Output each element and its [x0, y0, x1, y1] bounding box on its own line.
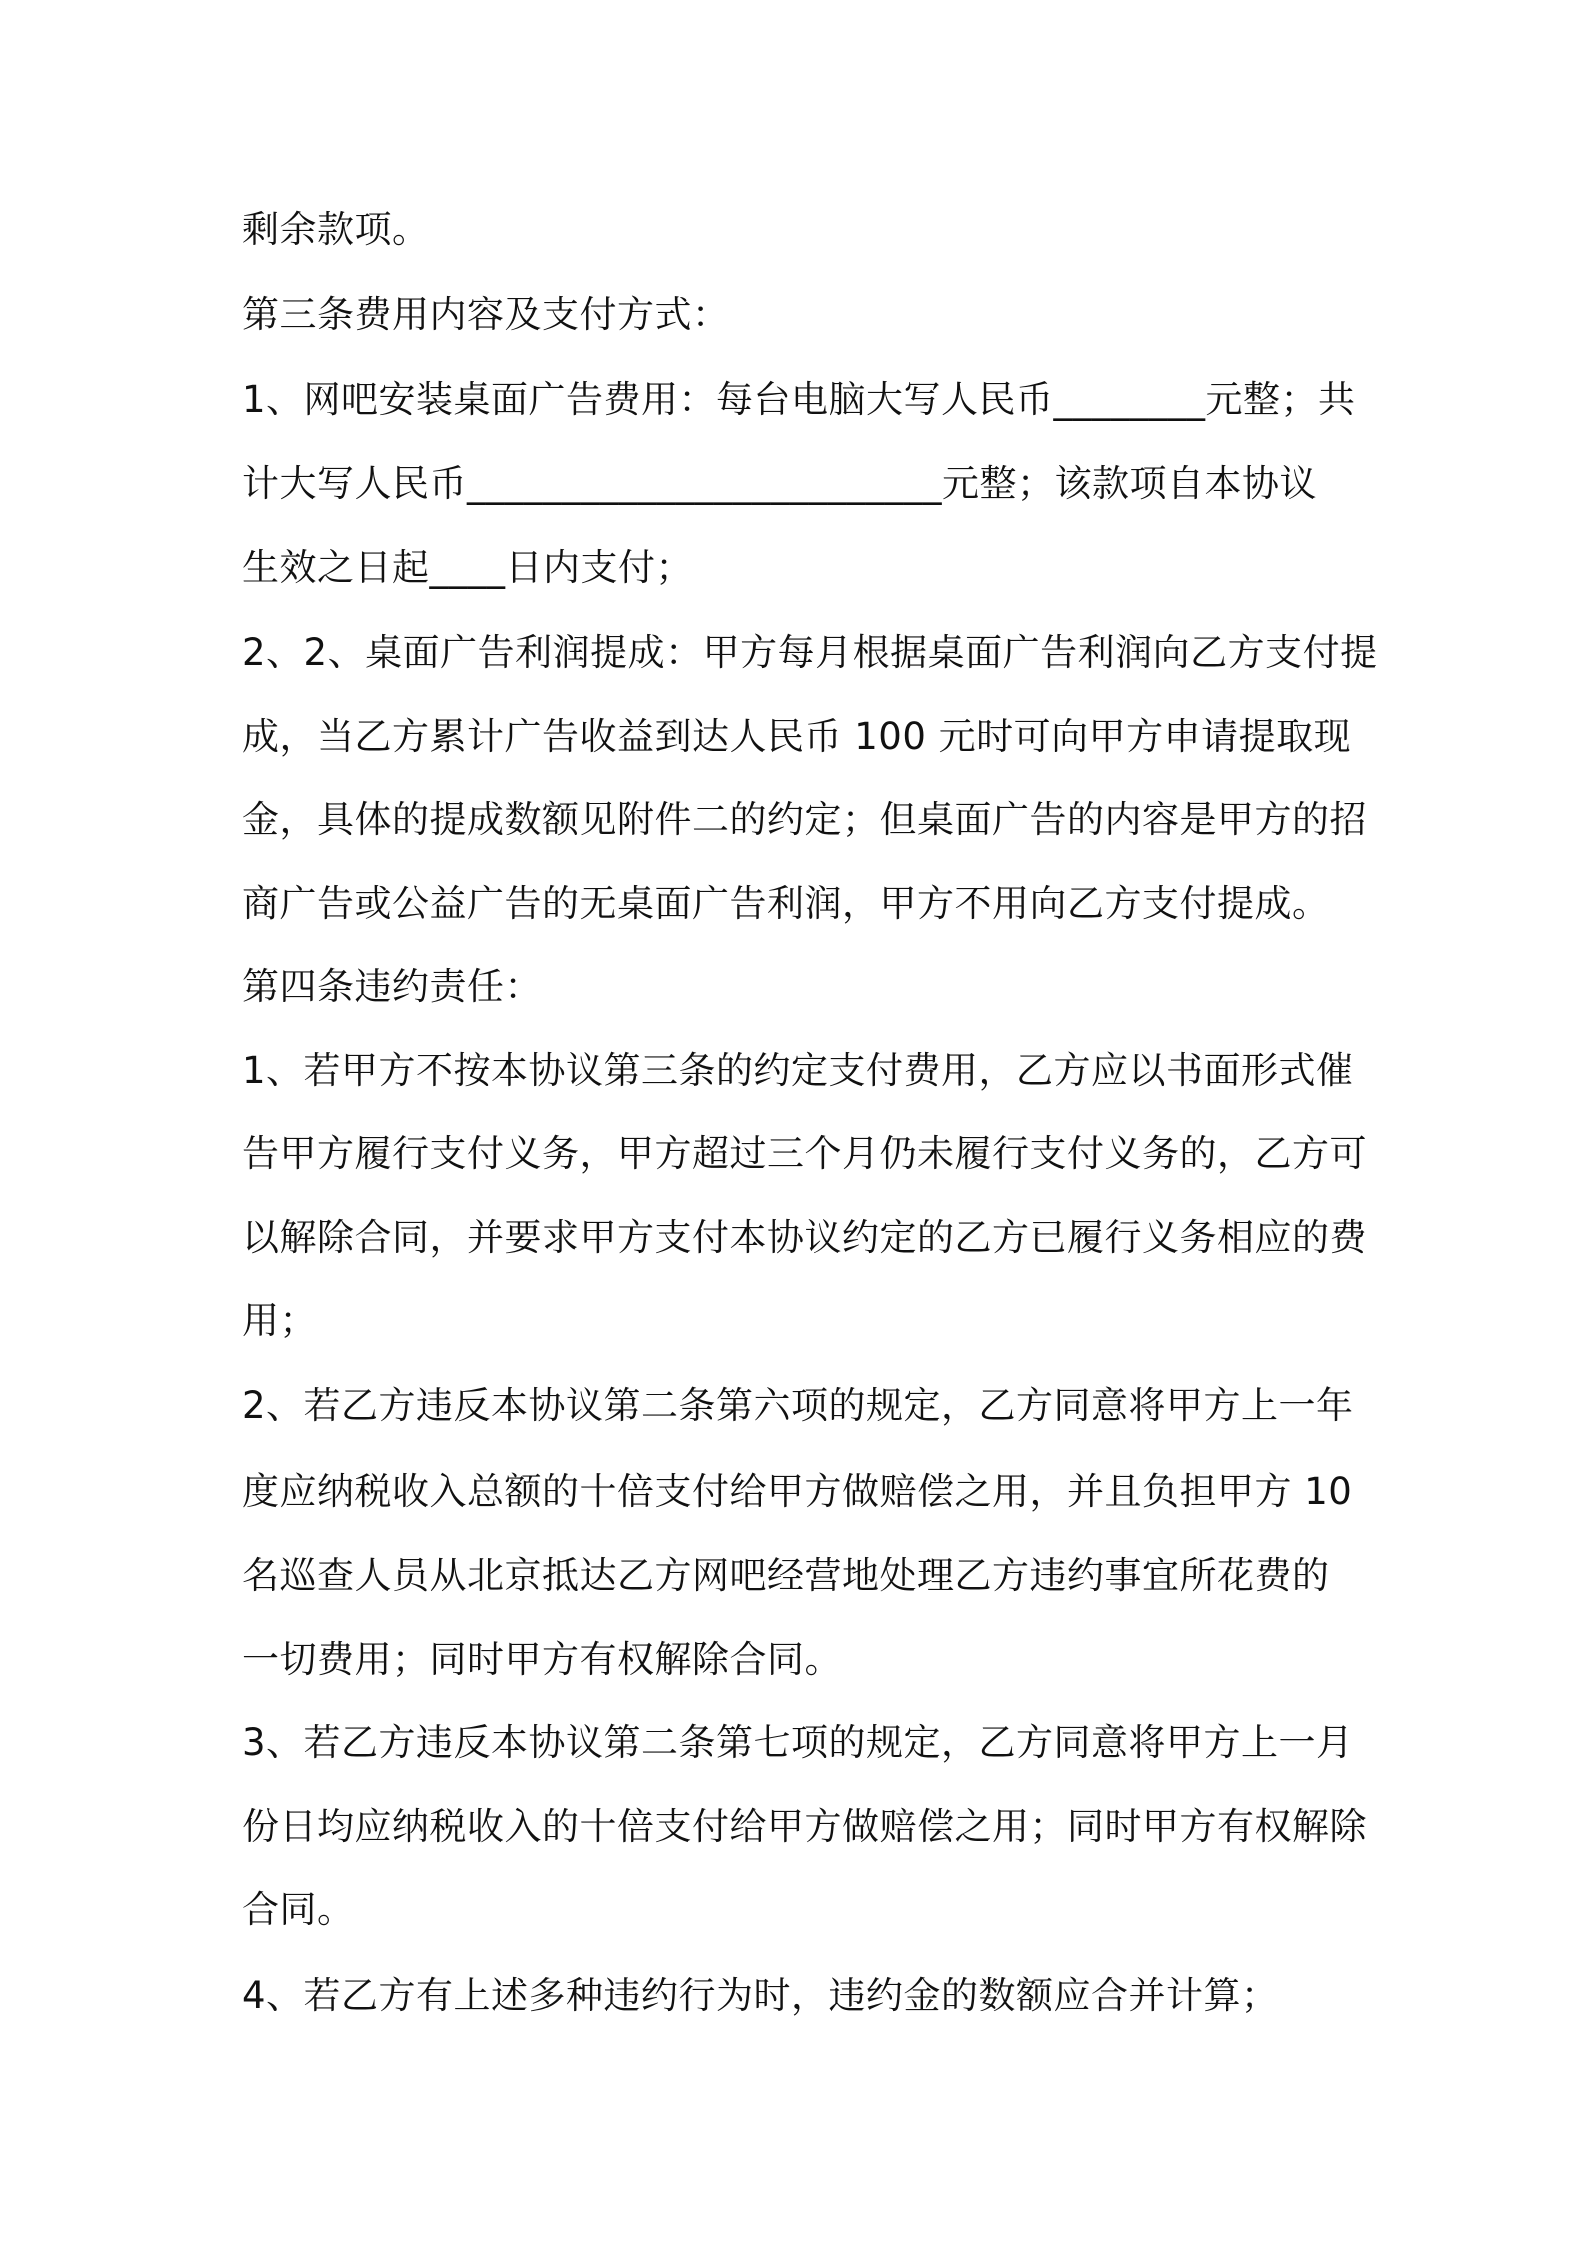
text-line: 份日均应纳税收入的十倍支付给甲方做赔偿之用；同时甲方有权解除: [242, 1805, 1367, 1848]
heading-article-four: 第四条违约责任：: [242, 965, 542, 1008]
heading-article-three: 第三条费用内容及支付方式：: [242, 293, 730, 336]
text-line: 名巡查人员从北京抵达乙方网吧经营地处理乙方违约事宜所花费的: [242, 1554, 1330, 1597]
text-line: 1、若甲方不按本协议第三条的约定支付费用，乙方应以书面形式催: [242, 1049, 1354, 1092]
text-line: 合同。: [242, 1888, 355, 1931]
text-line: 4、若乙方有上述多种违约行为时，违约金的数额应合并计算；: [242, 1974, 1279, 2017]
text-line: 告甲方履行支付义务，甲方超过三个月仍未履行支付义务的，乙方可: [242, 1132, 1367, 1175]
text-line: 3、若乙方违反本协议第二条第七项的规定，乙方同意将甲方上一月: [242, 1721, 1354, 1764]
text-line: 金，具体的提成数额见附件二的约定；但桌面广告的内容是甲方的招: [242, 798, 1367, 841]
text-line: 商广告或公益广告的无桌面广告利润，甲方不用向乙方支付提成。: [242, 882, 1330, 925]
text-line: 一切费用；同时甲方有权解除合同。: [242, 1638, 842, 1681]
text-line: 2、2、桌面广告利润提成：甲方每月根据桌面广告利润向乙方支付提: [242, 631, 1378, 674]
text-line: 计大写人民币_________________________元整；该款项自本协议: [242, 462, 1317, 505]
text-line-remaining-payment: 剩余款项。: [242, 208, 430, 251]
text-line: 成，当乙方累计广告收益到达人民币 100 元时可向甲方申请提取现: [242, 715, 1352, 758]
text-line: 用；: [242, 1299, 317, 1342]
text-line: 1、网吧安装桌面广告费用：每台电脑大写人民币________元整；共: [242, 378, 1356, 421]
text-line: 度应纳税收入总额的十倍支付给甲方做赔偿之用，并且负担甲方 10: [242, 1470, 1353, 1513]
text-line: 以解除合同，并要求甲方支付本协议约定的乙方已履行义务相应的费: [242, 1216, 1367, 1259]
text-line: 2、若乙方违反本协议第二条第六项的规定，乙方同意将甲方上一年: [242, 1384, 1354, 1427]
text-line: 生效之日起____日内支付；: [242, 546, 693, 589]
